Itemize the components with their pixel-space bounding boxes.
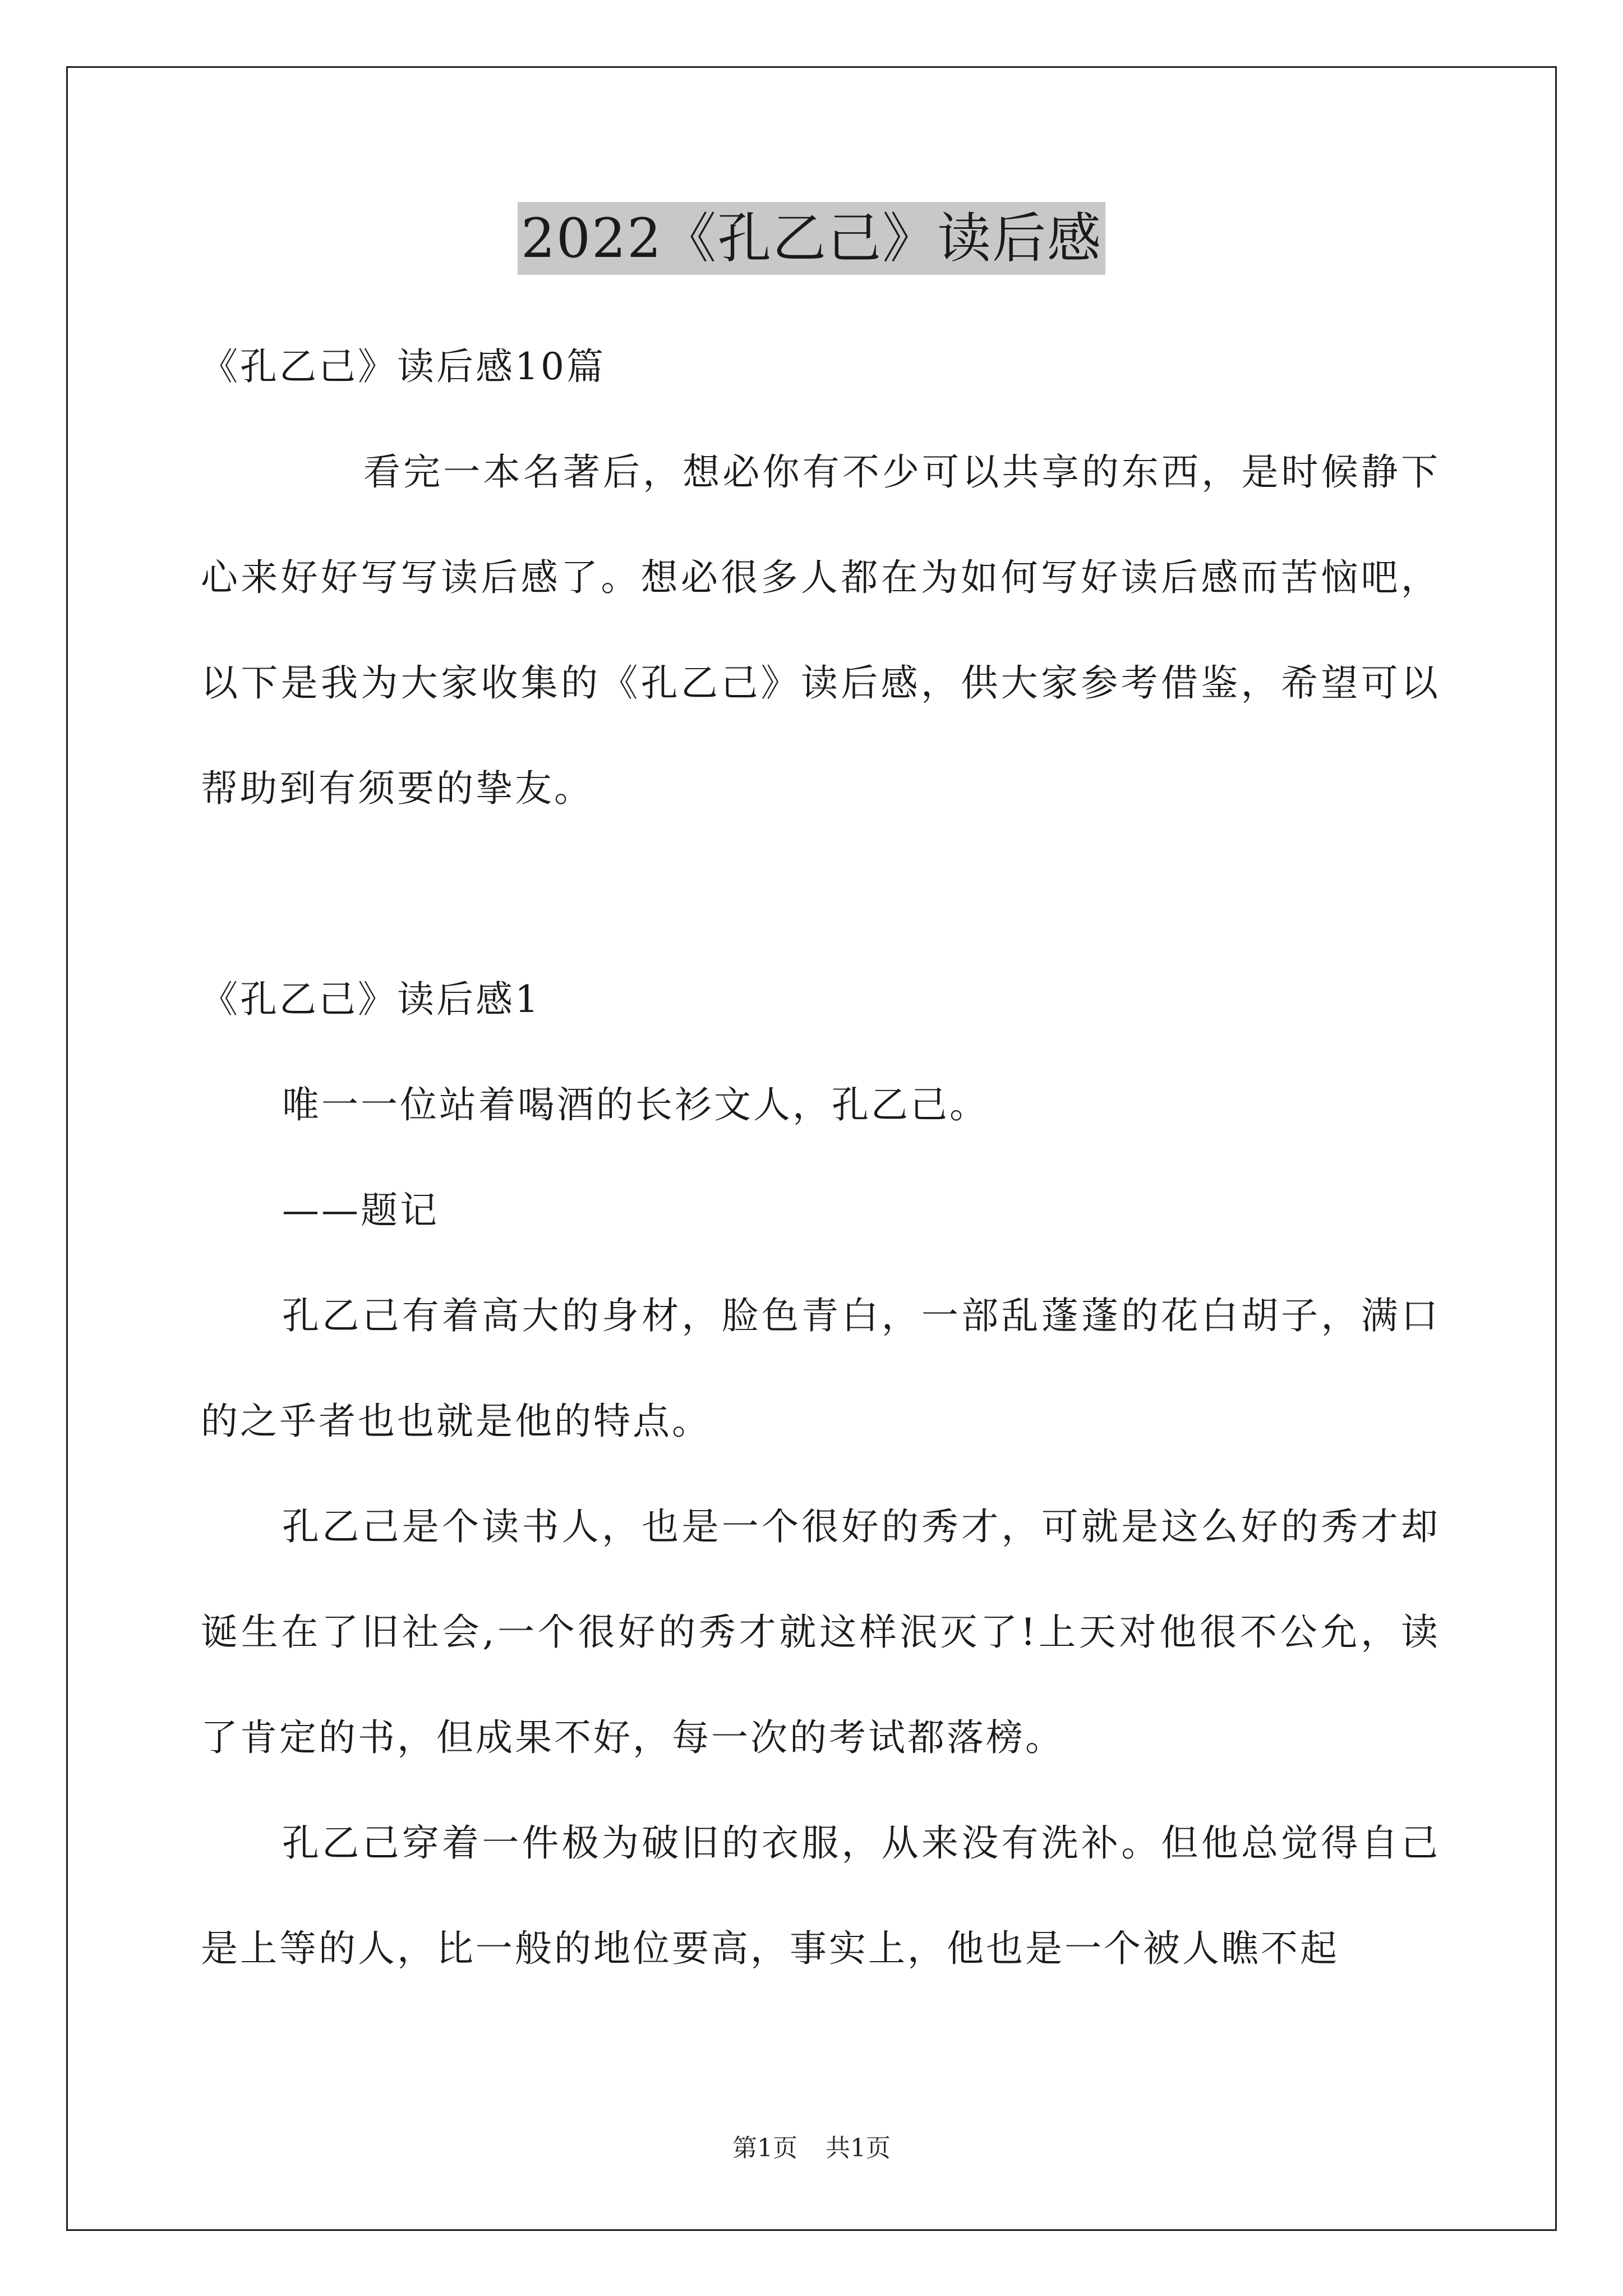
body-paragraph: 孔乙己穿着一件极为破旧的衣服，从来没有洗补。但他总觉得自己是上等的人，比一般的地位要高，事实上，他也是一个被人瞧不起: [201, 1821, 1440, 1970]
section-heading: 《孔乙己》读后感1: [201, 978, 541, 1021]
title-container: [0, 202, 1623, 275]
document-subtitle: 《孔乙己》读后感10篇: [201, 345, 606, 388]
body-paragraph: 孔乙己有着高大的身材，脸色青白，一部乱蓬蓬的花白胡子，满口的之乎者也也就是他的特点。: [201, 1294, 1440, 1443]
page-total: 共1页: [826, 2134, 891, 2162]
document-body: [201, 314, 1440, 2001]
body-paragraph: 唯一一位站着喝酒的长衫文人，孔乙己。: [282, 1083, 989, 1126]
page-footer: [0, 2132, 1623, 2165]
section-spacer: [201, 841, 1440, 947]
intro-paragraph: 看完一本名著后，想必你有不少可以共享的东西，是时候静下心来好好写写读后感了。想必很多人都在为如何写好读后感而苦恼吧，以下是我为大家收集的《孔乙己》读后感，供大家参考借鉴，希望可以帮助到有须要的挚友。: [201, 450, 1440, 810]
body-paragraph: 孔乙己是个读书人，也是一个很好的秀才，可就是这么好的秀才却诞生在了旧社会,一个很好的秀才就这样泯灭了!上天对他很不公允，读了肯定的书，但成果不好，每一次的考试都落榜。: [201, 1505, 1440, 1759]
page-number: 第1页: [732, 2134, 797, 2162]
epigraph-attribution: ——题记: [282, 1189, 439, 1232]
document-title: 2022《孔乙己》读后感: [518, 202, 1105, 275]
